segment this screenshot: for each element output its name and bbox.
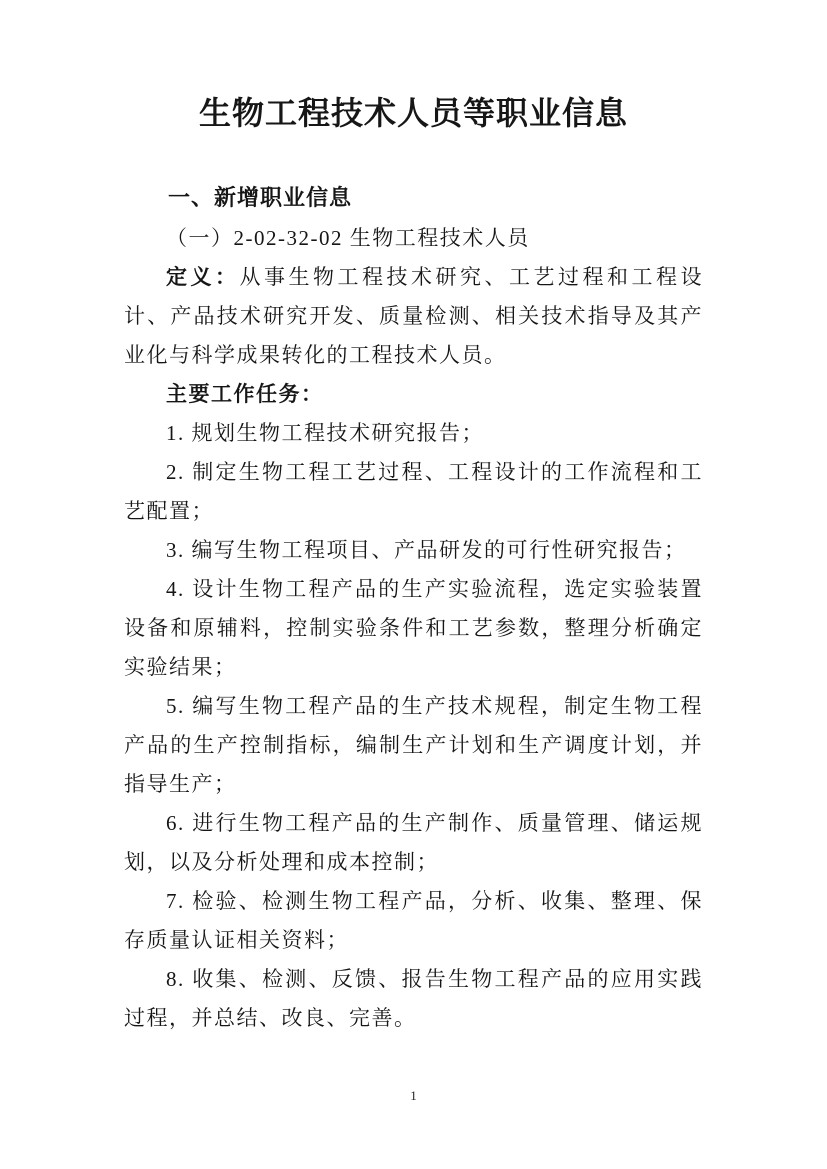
subsection-code-line: （一）2-02-32-02 生物工程技术人员 — [166, 226, 530, 250]
task-item: 2. 制定生物工程工艺过程、工程设计的工作流程和工艺配置； — [124, 460, 703, 523]
task-item: 5. 编写生物工程产品的生产技术规程，制定生物工程产品的生产控制指标，编制生产计划和生产调度计划，并指导生产； — [124, 694, 703, 796]
document-title: 生物工程技术人员等职业信息 — [198, 95, 628, 131]
task-item: 7. 检验、检测生物工程产品，分析、收集、整理、保存质量认证相关资料； — [124, 889, 703, 952]
section-heading: 一、新增职业信息 — [168, 185, 353, 210]
definition-paragraph — [124, 258, 703, 375]
task-item: 1. 规划生物工程技术研究报告； — [166, 421, 484, 445]
task-item: 8. 收集、检测、反馈、报告生物工程产品的应用实践过程，并总结、改良、完善。 — [124, 967, 703, 1030]
task-item: 6. 进行生物工程产品的生产制作、质量管理、储运规划，以及分析处理和成本控制； — [124, 811, 703, 874]
tasks-heading: 主要工作任务： — [166, 383, 324, 406]
page-number: 1 — [410, 1088, 417, 1103]
definition-label: 定义： — [166, 266, 240, 289]
task-item: 4. 设计生物工程产品的生产实验流程，选定实验装置设备和原辅料，控制实验条件和工艺参数，整理分析确定实验结果； — [124, 577, 703, 679]
task-item: 3. 编写生物工程项目、产品研发的可行性研究报告； — [166, 538, 687, 562]
definition-text: 从事生物工程技术研究、工艺过程和工程设计、产品技术研究开发、质量检测、相关技术指导及其产业化与科学成果转化的工程技术人员。 — [124, 265, 703, 367]
